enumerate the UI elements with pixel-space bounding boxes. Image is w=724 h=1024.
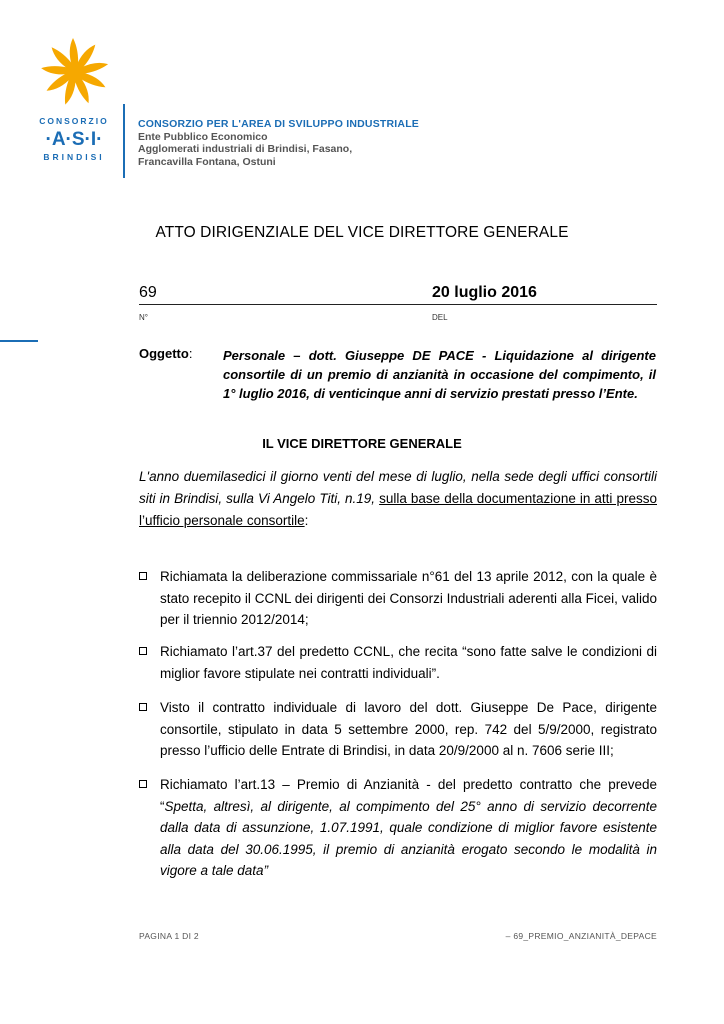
consorzio-asi-logo (30, 34, 122, 170)
list-item-quote-end: ” (263, 863, 269, 878)
list-item-text-lead: Richiamato l’art.13 – Premio di Anzianità - del predetto contratto che prevede “ (160, 777, 657, 814)
sun-logo-icon (30, 34, 122, 170)
list-item (139, 566, 657, 631)
checkbox-bullet-icon (139, 780, 147, 788)
list-item-text: Richiamata la deliberazione commissariale n°61 del 13 aprile 2012, con la quale è stato recepito il CCNL dei dirigenti dei Consorzi Industriali aderenti alla Ficei, valido per il triennio 2012/2014; (160, 569, 657, 627)
list-item (139, 641, 657, 684)
footer-file-name: – 69_PREMIO_ANZIANITÀ_DEPACE (505, 931, 657, 941)
subject-label (139, 346, 192, 361)
document-number: 69 (139, 284, 157, 301)
logo-text-bottom: BRINDISI (43, 152, 105, 162)
org-areas-1: Agglomerati industriali di Brindisi, Fasano, (138, 143, 353, 155)
document-date: 20 luglio 2016 (432, 284, 537, 301)
checkbox-bullet-icon (139, 647, 147, 655)
list-item-text (160, 774, 657, 882)
subject-label-colon: : (188, 346, 193, 361)
list-item-text: Richiamato l’art.37 del predetto CCNL, che recita “sono fatte salve le condizioni di miglior favore stipulate nei contratti individuali”. (160, 644, 657, 681)
list-item-quote: Spetta, altresì, al dirigente, al compimento del 25° anno di servizio decorrente dalla data di assunzione, 1.07.1991, quale condizione di miglior favore esistente alla data del 30.06.1995, il premio di anzianità erogato secondo le modalità in vigore a tale data (160, 798, 657, 878)
document-title: ATTO DIRIGENZIALE DEL VICE DIRETTORE GENERALE (155, 224, 569, 241)
checkbox-bullet-icon (139, 572, 147, 580)
logo-text-top: CONSORZIO (39, 116, 109, 126)
margin-marker (0, 340, 38, 342)
intro-underlined: sulla base della documentazione in atti presso l’ufficio personale consortile (139, 491, 657, 528)
date-label: DEL (432, 313, 448, 322)
intro-italic: L'anno duemilasedici il giorno venti del mese di luglio, nella sede degli uffici consortili siti in Brindisi, sulla Vi Angelo Titi, n.19, (139, 469, 657, 506)
list-item (139, 697, 657, 762)
intro-end: : (304, 513, 309, 528)
list-item (139, 774, 657, 882)
footer-page-number: PAGINA 1 DI 2 (139, 931, 199, 941)
section-heading: IL VICE DIRETTORE GENERALE (262, 436, 462, 451)
list-item-text: Visto il contratto individuale di lavoro del dott. Giuseppe De Pace, dirigente consortile, stipulato in data 5 settembre 2000, rep. 742 del 5/9/2000, registrato presso l’ufficio delle Entrate di Brindisi, in data 20/9/2000 al n. 7606 serie III; (160, 700, 657, 758)
org-type: Ente Pubblico Economico (138, 130, 268, 143)
number-date-rule (139, 304, 657, 305)
organization-block (138, 118, 419, 168)
checkbox-bullet-icon (139, 703, 147, 711)
org-areas-2: Francavilla Fontana, Ostuni (138, 155, 276, 168)
org-name: CONSORZIO PER L'AREA DI SVILUPPO INDUSTRIALE (138, 118, 420, 130)
logo-text-asi: ·A·S·I· (45, 129, 103, 150)
subject-label-text: Oggetto (139, 346, 189, 361)
number-label: N° (139, 313, 148, 322)
header-divider (123, 104, 125, 178)
subject-text: Personale – dott. Giuseppe DE PACE - Liquidazione al dirigente consortile di un premio di anzianità in occasione del compimento, il 1° luglio 2016, di venticinque anni di servizio prestati presso l’Ente. (223, 348, 656, 401)
intro-paragraph (139, 466, 657, 532)
